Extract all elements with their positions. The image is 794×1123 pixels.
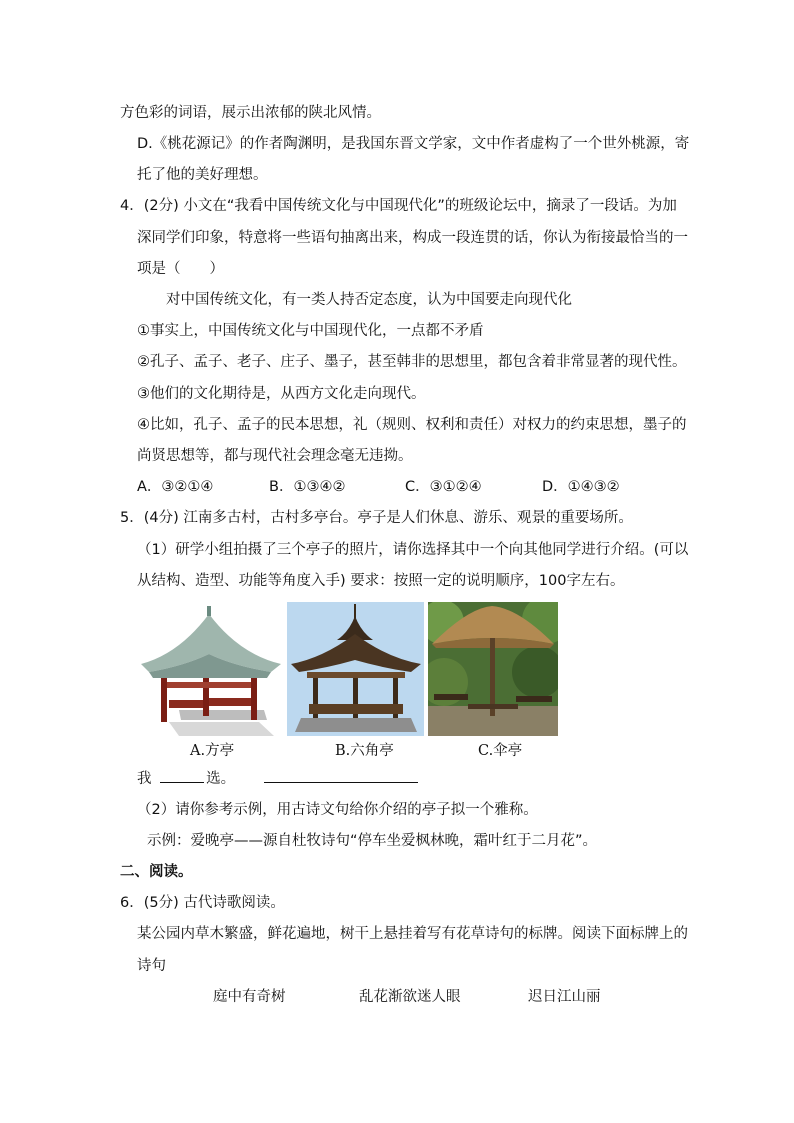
caption-c: C.伞亭 [478, 743, 523, 759]
question-6-context-2: 诗句 [137, 958, 166, 974]
question-5-stem: 5．(4分) 江南多古村，古村多亭台。亭子是人们休息、游乐、观景的重要场所。 [120, 510, 633, 526]
poem-line-1: 庭中有奇树 [213, 989, 286, 1005]
question-5-part1-line-2: 从结构、造型、功能等角度入手) 要求：按照一定的说明顺序，100字左右。 [137, 573, 625, 589]
text-line: 方色彩的词语，展示出浓郁的陕北风情。 [120, 105, 381, 121]
question-4-stem-2: 深同学们印象，特意将一些语句抽离出来，构成一段连贯的话，你认为衔接最恰当的一 [137, 230, 688, 246]
choice-fill-line [137, 768, 418, 789]
question-5-part1-line-1: （1）研学小组拍摄了三个亭子的照片，请你选择其中一个向其他同学进行介绍。(可以 [137, 542, 689, 558]
choose-prefix: 我 [137, 771, 152, 787]
photo-square-pavilion [139, 602, 282, 736]
caption-a: A.方亭 [190, 743, 235, 759]
choice-b[interactable]: B．①③④② [269, 479, 346, 495]
umbrella-pavilion-image [428, 602, 558, 736]
question-4-stem-3: 项是（ ） [137, 261, 224, 277]
question-4-lead: 对中国传统文化，有一类人持否定态度，认为中国要走向现代化 [166, 292, 572, 308]
choice-c[interactable]: C．③①②④ [405, 479, 482, 495]
photo-hexagonal-pavilion [287, 602, 424, 736]
question-5-part2: （2）请你参考示例，用古诗文句给你介绍的亭子拟一个雅称。 [137, 802, 538, 818]
sentence-1: ①事实上，中国传统文化与中国现代化，一点都不矛盾 [137, 323, 484, 339]
introduction-blank[interactable] [264, 768, 418, 783]
caption-b: B.六角亭 [335, 743, 394, 759]
question-4-stem-1: 4．(2分) 小文在“我看中国传统文化与中国现代化”的班级论坛中，摘录了一段话。为加 [120, 198, 677, 214]
choose-suffix: 选。 [206, 771, 236, 787]
sentence-2: ②孔子、孟子、老子、庄子、墨子，甚至韩非的思想里，都包含着非常显著的现代性。 [137, 354, 687, 370]
option-d-line-1: D.《桃花源记》的作者陶渊明，是我国东晋文学家，文中作者虚构了一个世外桃源，寄 [137, 136, 690, 152]
choice-d[interactable]: D．①④③② [542, 479, 620, 495]
poem-line-2: 乱花渐欲迷人眼 [359, 989, 461, 1005]
question-6-stem: 6．(5分) 古代诗歌阅读。 [120, 895, 285, 911]
answer-choices [137, 477, 620, 497]
choice-a[interactable]: A．③②①④ [137, 479, 214, 495]
question-5-example: 示例：爱晚亭——源自杜牧诗句“停车坐爱枫林晚，霜叶红于二月花”。 [147, 833, 598, 849]
section-heading-reading: 二、阅读。 [120, 864, 193, 880]
square-pavilion-image [139, 602, 282, 736]
sentence-4-line-2: 尚贤思想等，都与现代社会理念毫无违拗。 [137, 448, 413, 464]
option-d-line-2: 托了他的美好理想。 [137, 167, 268, 183]
hexagonal-pavilion-image [287, 602, 424, 736]
sentence-3: ③他们的文化期待是，从西方文化走向现代。 [137, 386, 426, 402]
photo-umbrella-pavilion [428, 602, 558, 736]
sentence-4-line-1: ④比如，孔子、孟子的民本思想，礼（规则、权利和责任）对权力的约束思想，墨子的 [137, 417, 687, 433]
question-6-context-1: 某公园内草木繁盛，鲜花遍地，树干上悬挂着写有花草诗句的标牌。阅读下面标牌上的 [137, 926, 688, 942]
pavilion-choice-blank[interactable] [160, 768, 204, 783]
poem-line-3: 迟日江山丽 [528, 989, 601, 1005]
